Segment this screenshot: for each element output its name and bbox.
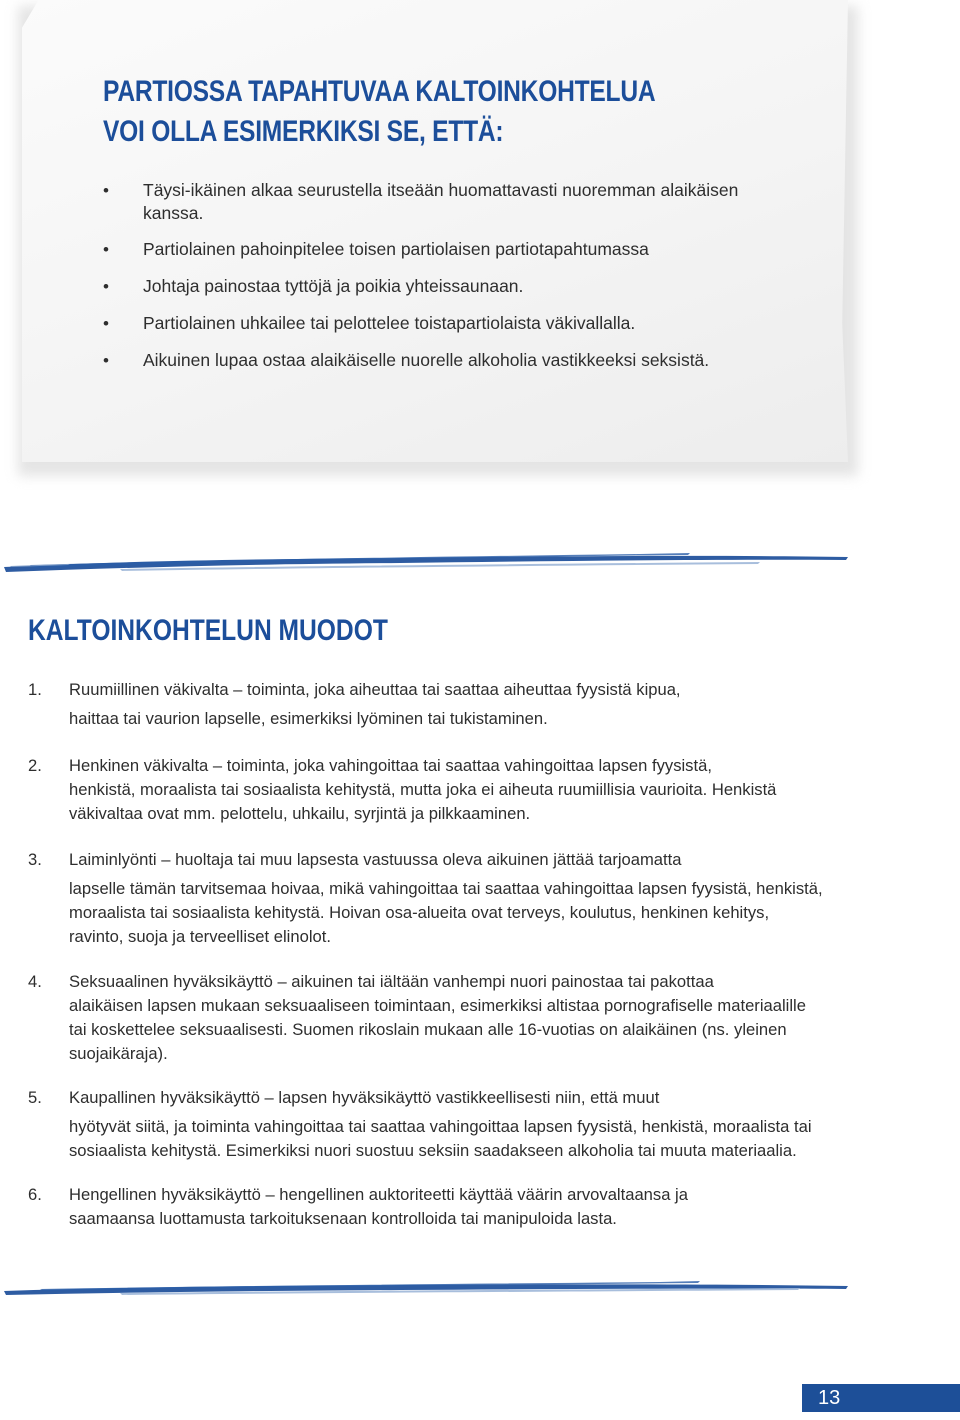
item-first-line: Henkinen väkivalta – toiminta, joka vahingoittaa tai saattaa vahingoittaa lapsen fyysistä, (69, 756, 712, 775)
item-number: 2. (28, 756, 42, 775)
item-first-line: Seksuaalinen hyväksikäyttö – aikuinen tai iältään vanhempi nuori painostaa tai pakottaa (69, 972, 714, 991)
item-text: haittaa tai vaurion lapselle, esimerkiksi lyöminen tai tukistaminen. (69, 709, 548, 728)
page-number: 13 (818, 1387, 841, 1409)
item-number: 6. (28, 1185, 42, 1204)
bullet-item (100, 275, 760, 298)
bullet-dot-icon: • (103, 277, 109, 296)
bullet-list (100, 179, 760, 386)
bullet-item (100, 238, 760, 261)
item-first-line: Laiminlyönti – huoltaja tai muu lapsesta vastuussa oleva aikuinen jättää tarjoamatta (69, 850, 682, 869)
item-text: saamaansa luottamusta tarkoituksenaan kontrolloida tai manipuloida lasta. (69, 1209, 617, 1228)
item-text: hyötyvät siitä, ja toiminta vahingoittaa tai saattaa vahingoittaa lapsen fyysistä, henkistä, moraalista tai sosiaalista kehitystä. Esimerkiksi nuori suostuu seksiin saadakseen alkoholia tai muuta materiaalia. (69, 1117, 812, 1160)
bullet-text: Partiolainen pahoinpitelee toisen partiolaisen partiotapahtumassa (143, 239, 649, 259)
list-item (28, 754, 828, 826)
item-first-line: Ruumiillinen väkivalta – toiminta, joka aiheuttaa tai saattaa aiheuttaa fyysistä kipua, (69, 680, 681, 699)
item-number: 4. (28, 972, 42, 991)
bullet-text: Partiolainen uhkailee tai pelottelee toistapartiolaista väkivallalla. (143, 313, 636, 333)
page-number-badge (802, 1384, 960, 1412)
bullet-text: Johtaja painostaa tyttöjä ja poikia yhteissaunaan. (143, 276, 524, 296)
item-text: henkistä, moraalista tai sosiaalista kehitystä, mutta joka ei aiheuta ruumiillisia vaurioita. Henkistä väkivaltaa ovat mm. pelottelu, uhkailu, syrjintä ja pilkkaaminen. (69, 780, 777, 823)
list-item (28, 970, 828, 1066)
brush-stroke-divider (0, 545, 960, 575)
bullet-text: Täysi-ikäinen alkaa seurustella itseään huomattavasti nuoremman alaikäisen kanssa. (143, 180, 739, 223)
card-title-line-2: VOI OLLA ESIMERKIKSI SE, ETTÄ: (103, 115, 504, 148)
card-title-line-1: PARTIOSSA TAPAHTUVAA KALTOINKOHTELUA (103, 75, 656, 108)
item-text: lapselle tämän tarvitsemaa hoivaa, mikä vahingoittaa tai saattaa vahingoittaa lapsen fyysistä, henkistä, moraalista tai sosiaalista kehitystä. Hoivan osa-alueita ovat terveys, koulutus, henkinen kehitys, ravinto, suoja ja terveelliset elinolot. (69, 879, 823, 946)
numbered-list (28, 678, 828, 1231)
bullet-item (100, 349, 760, 372)
item-first-line: Kaupallinen hyväksikäyttö – lapsen hyväksikäyttö vastikkeellisesti niin, että muut (69, 1088, 660, 1107)
brush-stroke-divider (0, 1275, 960, 1305)
list-item (28, 848, 828, 949)
list-item (28, 1183, 828, 1231)
bullet-dot-icon: • (103, 240, 109, 259)
bullet-dot-icon: • (103, 351, 109, 370)
item-first-line: Hengellinen hyväksikäyttö – hengellinen auktoriteetti käyttää väärin arvovaltaansa ja (69, 1185, 688, 1204)
item-number: 3. (28, 850, 42, 869)
card-title (103, 72, 655, 152)
bullet-item (100, 179, 760, 225)
bullet-item (100, 312, 760, 335)
bullet-dot-icon: • (103, 181, 109, 200)
bullet-dot-icon: • (103, 314, 109, 333)
list-item (28, 1086, 828, 1163)
item-number: 5. (28, 1088, 42, 1107)
list-item (28, 678, 828, 731)
item-number: 1. (28, 680, 42, 699)
section-title: KALTOINKOHTELUN MUODOT (28, 614, 388, 647)
bullet-text: Aikuinen lupaa ostaa alaikäiselle nuorelle alkoholia vastikkeeksi seksistä. (143, 350, 710, 370)
item-text: alaikäisen lapsen mukaan seksuaaliseen toimintaan, esimerkiksi altistaa pornografiselle materiaalille tai koskettelee seksuaalisesti. Suomen rikoslain mukaan alle 16-vuotias on alaikäinen (ns. yleinen suojaikäraja). (69, 996, 806, 1063)
